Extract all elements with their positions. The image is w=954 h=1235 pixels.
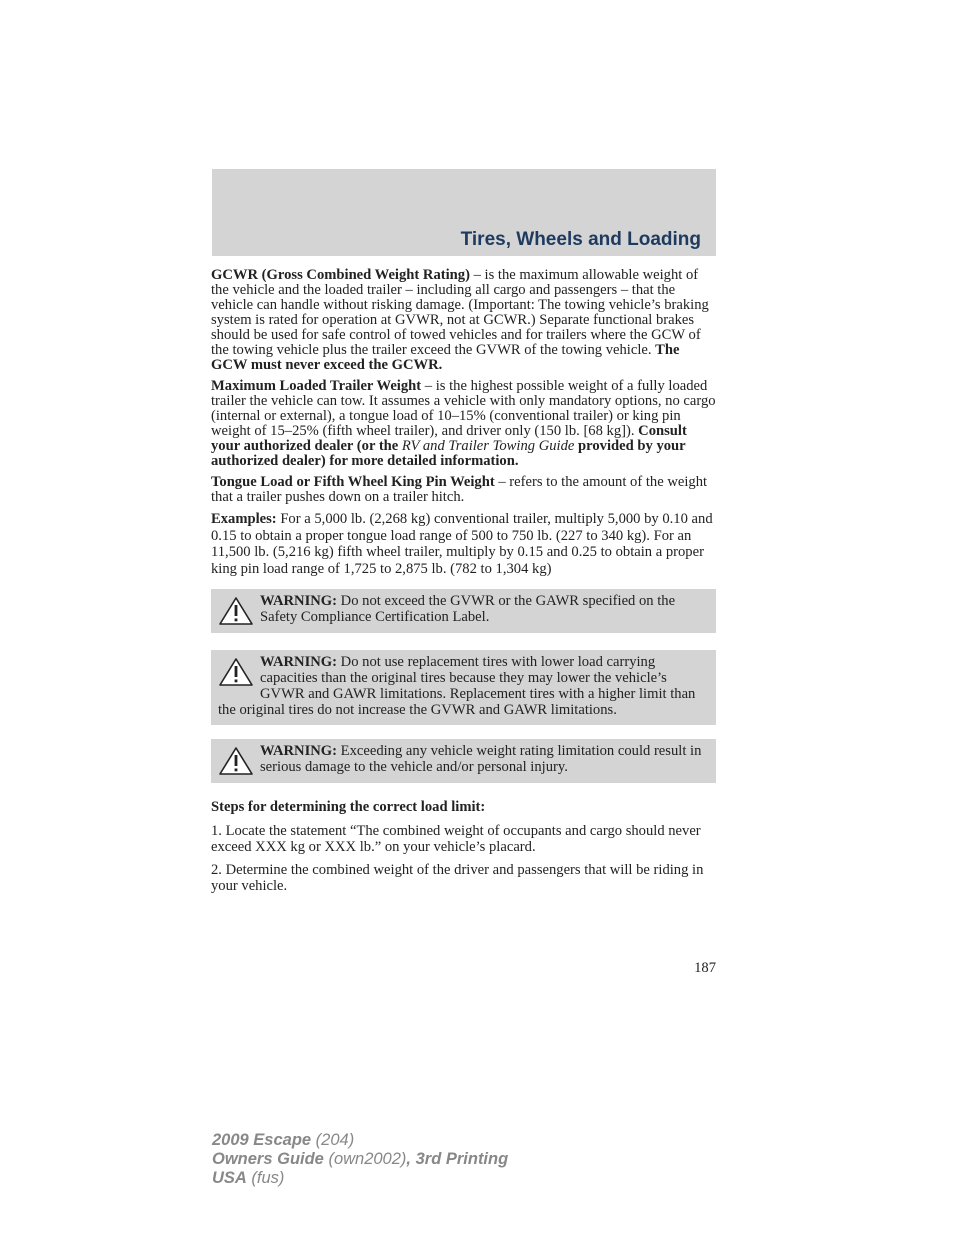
mltw-paragraph <box>211 379 716 469</box>
warning-label: WARNING: <box>260 743 338 759</box>
tongue-term: Tongue Load or Fifth Wheel King Pin Weight <box>211 474 495 490</box>
gcwr-text: – is the maximum allowable weight of the vehicle and the loaded trailer – including all cargo and passengers – that the vehicle can handle without risking damage. (Important: The towing vehicle’s braking system is rated for operation at GVWR, not at GCWR.) Separate functional brakes should be used for safe control of towed vehicles and for trailers where the GCW of the towing vehicle plus the trailer exceed the GVWR of the towing vehicle. <box>211 267 709 358</box>
footer-line-3: USA (fus) <box>212 1169 285 1187</box>
mltw-bold-1: Consult your authorized dealer (or the <box>211 423 687 454</box>
section-title: Tires, Wheels and Loading <box>460 229 701 250</box>
gcwr-bold-end: The GCW must never exceed the GCWR. <box>211 342 680 373</box>
warning-label: WARNING: <box>260 593 338 609</box>
footer-line-2: Owners Guide (own2002), 3rd Printing <box>212 1150 509 1168</box>
warning-label: WARNING: <box>260 654 338 670</box>
step-2: 2. Determine the combined weight of the driver and passengers that will be riding in your vehicle. <box>211 862 704 894</box>
warning-text: Do not use replacement tires with lower load carrying capacities than the original tires because they may lower the vehicle’s GVWR and GAWR limitations. Replacement tires with a higher limit than the original tires do not increase the GVWR and GAWR limitations. <box>218 654 696 718</box>
page-body <box>211 268 716 900</box>
examples-term: Examples: <box>211 511 277 527</box>
warning-box-1 <box>211 589 716 633</box>
footer-line-1: 2009 Escape (204) <box>212 1131 355 1149</box>
mltw-term: Maximum Loaded Trailer Weight <box>211 378 422 394</box>
warning-text: Do not exceed the GVWR or the GAWR specified on the Safety Compliance Certification Label. <box>260 593 676 625</box>
gcwr-paragraph <box>211 268 716 373</box>
mltw-text: – is the highest possible weight of a fully loaded trailer the vehicle can tow. It assumes a vehicle with only mandatory options, no cargo (internal or external), a tongue load of 10–15% (conventional trailer) or king pin weight of 15–25% (fifth wheel trailer), and driver only (150 lb. [68 kg]). <box>211 378 716 439</box>
steps-heading: Steps for determining the correct load limit: <box>211 799 486 815</box>
step-1: 1. Locate the statement “The combined weight of occupants and cargo should never exceed XXX kg or XXX lb.” on your vehicle’s placard. <box>211 823 701 855</box>
warning-box-3 <box>211 739 716 783</box>
tongue-paragraph <box>211 475 716 505</box>
document-footer <box>212 1131 508 1188</box>
warning-triangle-icon <box>218 746 254 776</box>
warning-triangle-icon <box>218 596 254 626</box>
page-number: 187 <box>694 960 716 976</box>
mltw-bold-2: provided by your authorized dealer) for more detailed information. <box>211 438 686 469</box>
warning-text: Exceeding any vehicle weight rating limitation could result in serious damage to the vehicle and/or personal injury. <box>260 743 702 775</box>
gcwr-term: GCWR (Gross Combined Weight Rating) <box>211 267 470 283</box>
mltw-guide-title: RV and Trailer Towing Guide <box>401 438 575 454</box>
warning-box-2 <box>211 650 716 725</box>
warning-triangle-icon <box>218 657 254 687</box>
examples-text: For a 5,000 lb. (2,268 kg) conventional trailer, multiply 5,000 by 0.10 and 0.15 to obtain a proper tongue load range of 500 to 750 lb. (227 to 340 kg). For an 11,500 lb. (5,216 kg) fifth wheel trailer, multiply by 0.15 and 0.25 to obtain a proper king pin load range of 1,725 to 2,875 lb. (782 to 1,304 kg) <box>211 511 713 577</box>
section-header-band <box>212 169 716 256</box>
tongue-text: – refers to the amount of the weight that a trailer pushes down on a trailer hitch. <box>211 474 708 505</box>
examples-paragraph <box>211 511 716 577</box>
